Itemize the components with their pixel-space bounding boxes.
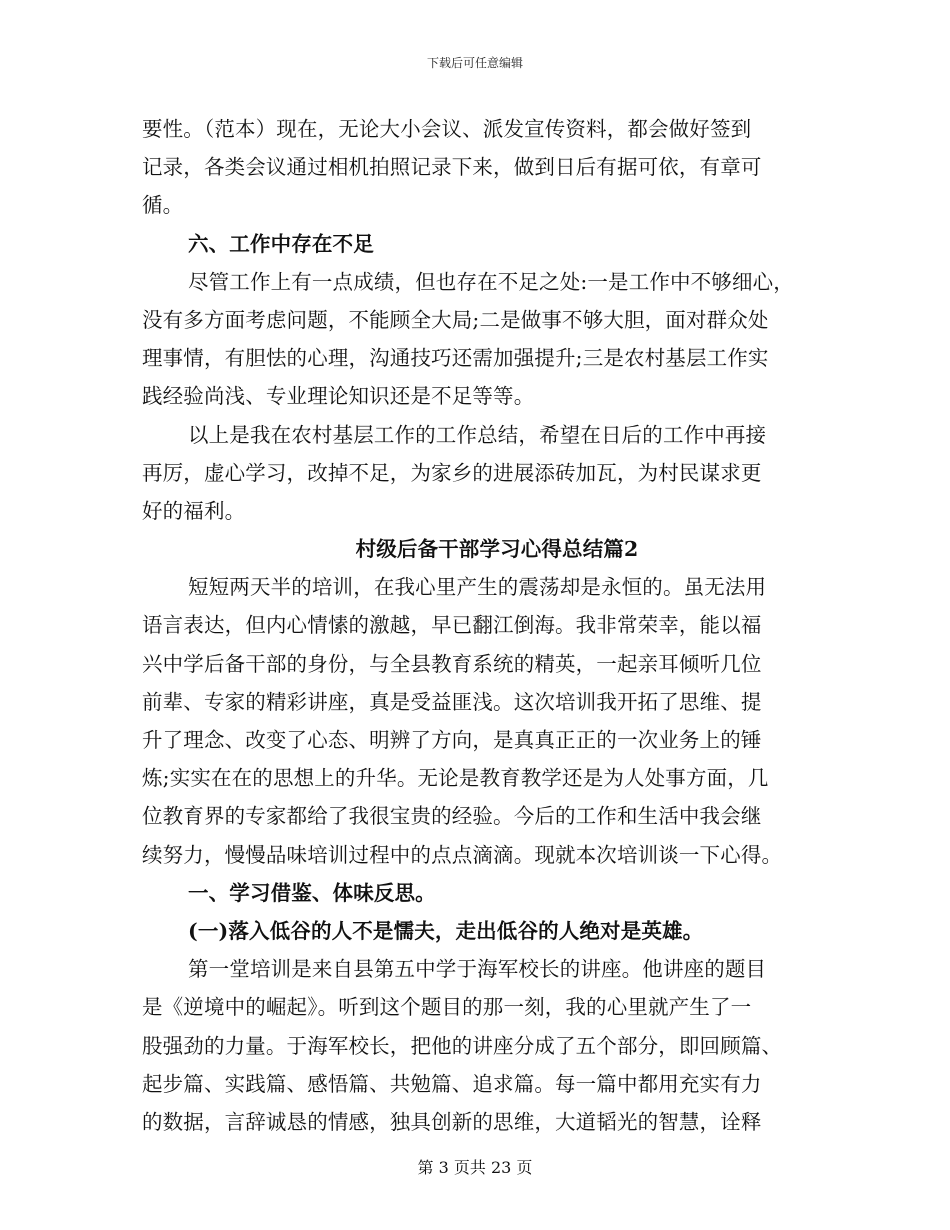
paragraph-line: 起步篇、实践篇、感悟篇、共勉篇、追求篇。每一篇中都用充实有力 bbox=[142, 1071, 762, 1096]
paragraph-line: 位教育界的专家都给了我很宝贵的经验。今后的工作和生活中我会继 bbox=[142, 804, 762, 829]
page-number-footer: 第 3 页共 23 页 bbox=[417, 1158, 533, 1177]
paragraph-line: 股强劲的力量。于海军校长，把他的讲座分成了五个部分，即回顾篇、 bbox=[142, 1033, 783, 1058]
paragraph-line: 以上是我在农村基层工作的工作总结，希望在日后的工作中再接 bbox=[188, 422, 767, 447]
section-heading: 六、工作中存在不足 bbox=[188, 231, 374, 256]
paragraph-line: 续努力，慢慢品味培训过程中的点点滴滴。现就本次培训谈一下心得。 bbox=[142, 842, 783, 867]
section-title: 村级后备干部学习心得总结篇2 bbox=[355, 537, 639, 562]
paragraph-line: 再厉，虚心学习，改掉不足，为家乡的进展添砖加瓦，为村民谋求更 bbox=[142, 460, 762, 485]
paragraph-line: 理事情，有胆怯的心理，沟通技巧还需加强提升;三是农村基层工作实 bbox=[142, 346, 769, 371]
section-heading: 一、学习借鉴、体味反思。 bbox=[188, 880, 436, 905]
paragraph-line: 循。 bbox=[142, 193, 184, 218]
paragraph-line: 的数据，言辞诚恳的情感，独具创新的思维，大道韬光的智慧，诠释 bbox=[142, 1109, 762, 1134]
paragraph-line: 前辈、专家的精彩讲座，真是受益匪浅。这次培训我开拓了思维、提 bbox=[142, 689, 762, 714]
paragraph-line: 短短两天半的培训，在我心里产生的震荡却是永恒的。虽无法用 bbox=[188, 575, 767, 600]
paragraph-line: 是《逆境中的崛起》。听到这个题目的那一刻，我的心里就产生了一 bbox=[142, 995, 752, 1020]
paragraph-line: 没有多方面考虑问题，不能顾全大局;二是做事不够大胆，面对群众处 bbox=[142, 307, 769, 332]
paragraph-line: 语言表达，但内心情愫的激越，早已翻江倒海。我非常荣幸，能以福 bbox=[142, 613, 762, 638]
paragraph-line: 兴中学后备干部的身份，与全县教育系统的精英，一起亲耳倾听几位 bbox=[142, 651, 762, 676]
paragraph-line: 记录，各类会议通过相机拍照记录下来，做到日后有据可依，有章可 bbox=[142, 155, 762, 180]
document-body bbox=[142, 110, 812, 1141]
paragraph-line: 尽管工作上有一点成绩，但也存在不足之处:一是工作中不够细心， bbox=[188, 269, 794, 294]
paragraph-line: 炼;实实在在的思想上的升华。无论是教育教学还是为人处事方面，几 bbox=[142, 766, 769, 791]
paragraph-line: 第一堂培训是来自县第五中学于海军校长的讲座。他讲座的题目 bbox=[188, 957, 767, 982]
paragraph-line: 要性。（范本）现在，无论大小会议、派发宣传资料，都会做好签到 bbox=[142, 117, 752, 141]
paragraph-line: 好的福利。 bbox=[142, 498, 246, 523]
page-header-note: 下载后可任意编辑 bbox=[426, 56, 523, 70]
paragraph-line: 升了理念、改变了心态、明辨了方向，是真真正正的一次业务上的锤 bbox=[142, 728, 762, 752]
paragraph-line: 践经验尚浅、专业理论知识还是不足等等。 bbox=[142, 384, 535, 409]
section-heading: (一)落入低谷的人不是懦夫，走出低谷的人绝对是英雄。 bbox=[188, 918, 704, 943]
